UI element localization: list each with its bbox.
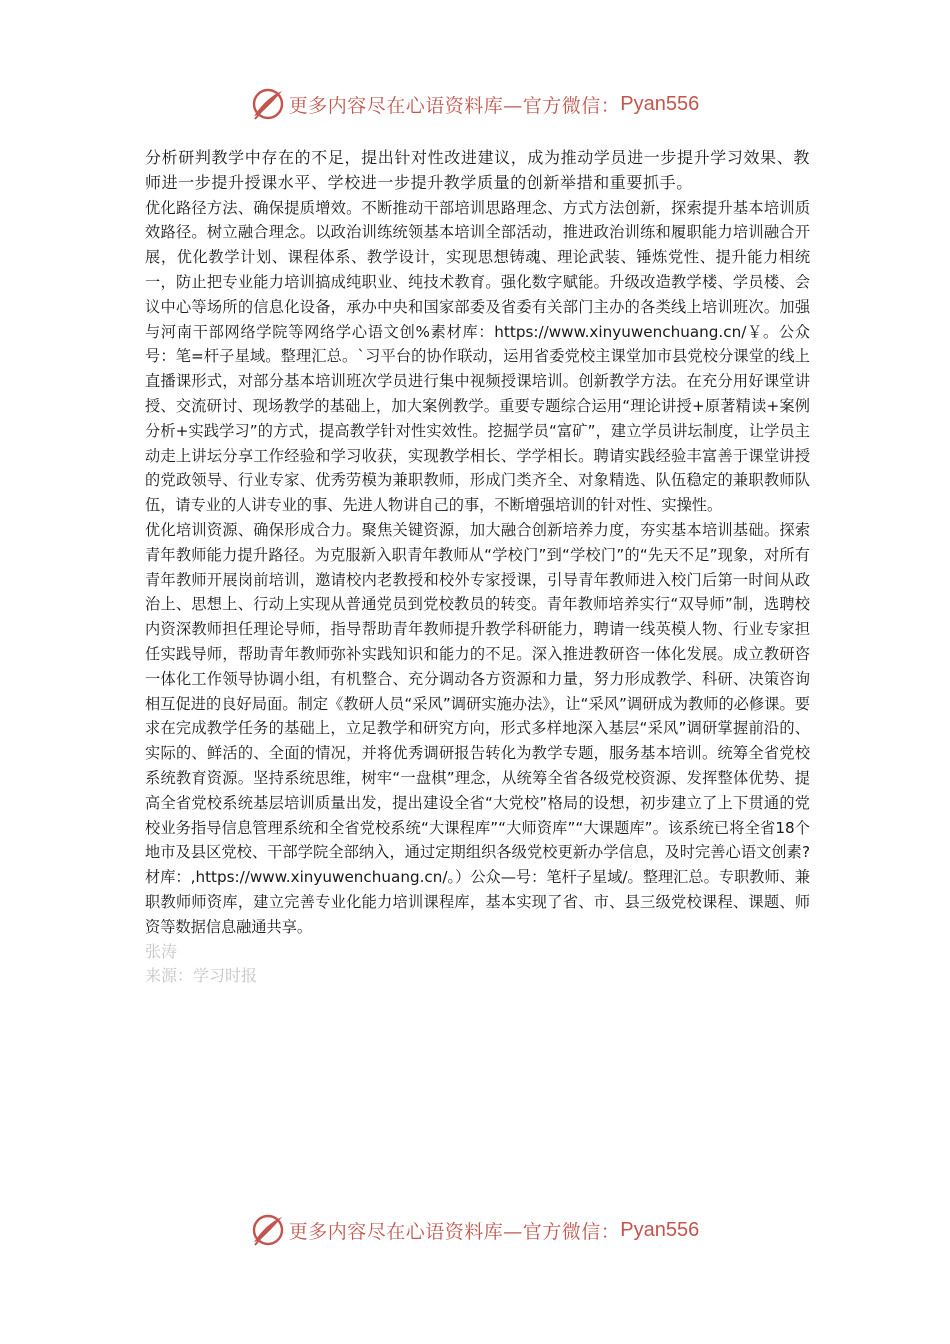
banner-wechat-id: Pyan556 xyxy=(620,1218,700,1241)
article-body xyxy=(145,146,810,989)
header-banner xyxy=(0,84,950,124)
source: 来源：学习时报 xyxy=(145,966,258,986)
paragraph-1: 分析研判教学中存在的不足，提出针对性改进建议，成为推动学员进一步提升学习效果、教师进一步提升授课水平、学校进一步提升教学质量的创新举措和重要抓手。 xyxy=(145,148,810,192)
footer-banner xyxy=(0,1210,950,1250)
author: 张涛 xyxy=(145,941,178,961)
paragraph-2: 优化路径方法、确保提质增效。不断推动干部培训思路理念、方式方法创新，探索提升基本培训质效路径。树立融合理念。以政治训练统领基本培训全部活动，推进政治训练和履职能力培训融合开展，优化教学计划、课程体系、教学设计，实现思想铸魂、理论武装、锤炼党性、提升能力相统一，防止把专业能力培训搞成纯职业、纯技术教育。强化数字赋能。升级改造教学楼、学员楼、会议中心等场所的信息化设备，承办中央和国家部委及省委有关部门主办的各类线上培训班次。加强与河南干部网络学院等网络学心语文创%素材库：https://www.xinyuwenchuang.cn/￥。公众号：笔=杆子星域。整理汇总。`习平台的协作联动，运用省委党校主课堂加市县党校分课堂的线上直播课形式，对部分基本培训班次学员进行集中视频授课培训。创新教学方法。在充分用好课堂讲授、交流研讨、现场教学的基础上，加大案例教学。重要专题综合运用“理论讲授+原著精读+案例分析+实践学习”的方式，提高教学针对性实效性。挖掘学员“富矿”，建立学员讲坛制度，让学员主动走上讲坛分享工作经验和学习收获，实现教学相长、学学相长。聘请实践经验丰富善于课堂讲授的党政领导、行业专家、优秀劳模为兼职教师，形成门类齐全、对象精选、队伍稳定的兼职教师队伍，请专业的人讲专业的事、先进人物讲自己的事，不断增强培训的针对性、实操性。 xyxy=(145,198,810,515)
banner-text: 更多内容尽在心语资料库—官方微信： xyxy=(288,1220,621,1243)
quill-logo-icon xyxy=(251,87,285,121)
quill-logo-icon xyxy=(251,1213,285,1247)
paragraph-3: 优化培训资源、确保形成合力。聚焦关键资源，加大融合创新培养力度，夯实基本培训基础。探索青年教师能力提升路径。为克服新入职青年教师从“学校门”到“学校门”的“先天不足”现象，对所有青年教师开展岗前培训，邀请校内老教授和校外专家授课，引导青年教师进入校门后第一时间从政治上、思想上、行动上实现从普通党员到党校教员的转变。青年教师培养实行“双导师”制，选聘校内资深教师担任理论导师，指导帮助青年教师提升教学科研能力，聘请一线英模人物、行业专家担任实践导师，帮助青年教师弥补实践知识和能力的不足。深入推进教研咨一体化发展。成立教研咨一体化工作领导协调小组，有机整合、充分调动各方资源和力量，努力形成教学、科研、决策咨询相互促进的良好局面。制定《教研人员“采风”调研实施办法》，让“采风”调研成为教师的必修课。要求在完成教学任务的基础上，立足教学和研究方向，形式多样地深入基层“采风”调研掌握前沿的、实际的、鲜活的、全面的情况，并将优秀调研报告转化为教学专题，服务基本培训。统筹全省党校系统教育资源。坚持系统思维，树牢“一盘棋”理念，从统筹全省各级党校资源、发挥整体优势、提高全省党校系统基层培训质量出发，提出建设全省“大党校”格局的设想，初步建立了上下贯通的党校业务指导信息管理系统和全省党校系统“大课程库”“大师资库”“大课题库”。该系统已将全省18个地市及县区党校、干部学院全部纳入，通过定期组织各级党校更新办学信息，及时完善心语文创素?材库：,https://www.xinyuwenchuang.cn/。）公众—号：笔杆子星域/。整理汇总。专职教师、兼职教师师资库，建立完善专业化能力培训课程库，基本实现了省、市、县三级党校课程、课题、师资等数据信息融通共享。 xyxy=(145,520,810,936)
banner-wechat-id: Pyan556 xyxy=(620,92,700,115)
banner-text: 更多内容尽在心语资料库—官方微信： xyxy=(288,94,621,117)
